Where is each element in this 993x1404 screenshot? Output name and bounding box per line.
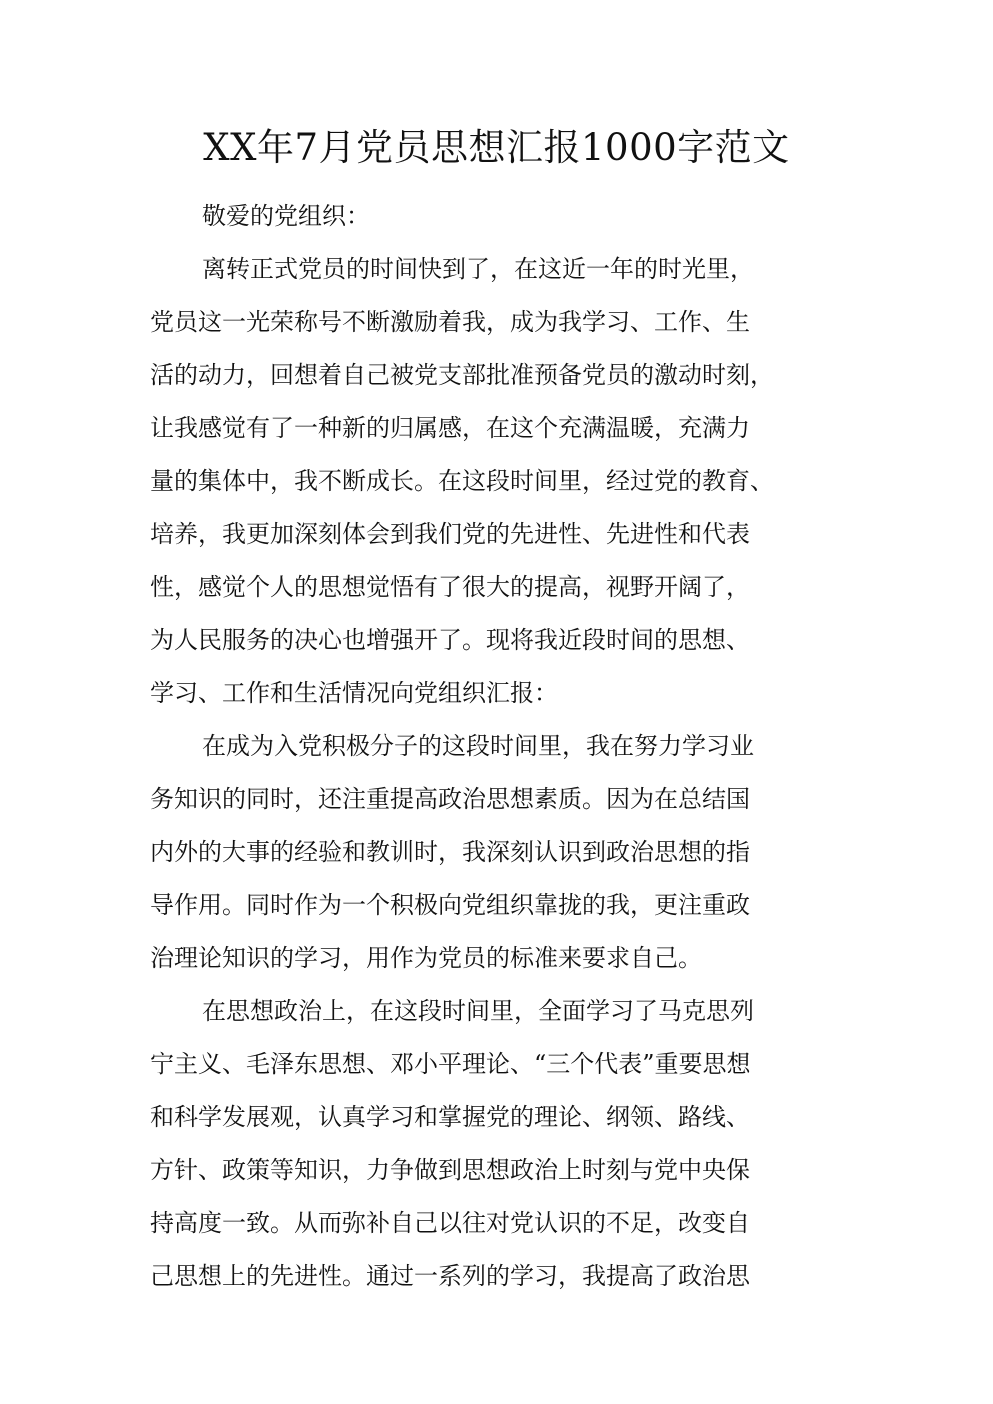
text-line: 务知识的同时，还注重提高政治思想素质。因为在总结国	[150, 785, 750, 813]
text-line: 在成为入党积极分子的这段时间里，我在努力学习业	[202, 732, 754, 760]
text-line: 在思想政治上，在这段时间里，全面学习了马克思列	[202, 997, 754, 1025]
text-line: 导作用。同时作为一个积极向党组织靠拢的我，更注重政	[150, 891, 750, 919]
document-body	[150, 190, 850, 1303]
text-line: 治理论知识的学习，用作为党员的标准来要求自己。	[150, 944, 702, 972]
text-line: 活的动力，回想着自己被党支部批准预备党员的激动时刻，	[150, 361, 774, 389]
text-line: 敬爱的党组织：	[202, 202, 370, 230]
document-title: XX年7月党员思想汇报1000字范文	[203, 126, 790, 169]
text-line: 党员这一光荣称号不断激励着我，成为我学习、工作、生	[150, 308, 750, 336]
text-line: 量的集体中，我不断成长。在这段时间里，经过党的教育、	[150, 467, 774, 495]
text-line: 和科学发展观，认真学习和掌握党的理论、纲领、路线、	[150, 1103, 750, 1131]
text-line: 宁主义、毛泽东思想、邓小平理论、“三个代表”重要思想	[150, 1050, 751, 1078]
text-line: 培养，我更加深刻体会到我们党的先进性、先进性和代表	[150, 520, 750, 548]
text-line: 为人民服务的决心也增强开了。现将我近段时间的思想、	[150, 626, 750, 654]
text-line: 学习、工作和生活情况向党组织汇报：	[150, 679, 558, 707]
text-line: 己思想上的先进性。通过一系列的学习，我提高了政治思	[150, 1262, 750, 1290]
text-line: 内外的大事的经验和教训时，我深刻认识到政治思想的指	[150, 838, 750, 866]
text-line: 持高度一致。从而弥补自己以往对党认识的不足，改变自	[150, 1209, 750, 1237]
text-line: 性，感觉个人的思想觉悟有了很大的提高，视野开阔了，	[150, 573, 750, 601]
text-line: 离转正式党员的时间快到了，在这近一年的时光里，	[202, 255, 754, 283]
text-line: 让我感觉有了一种新的归属感，在这个充满温暖，充满力	[150, 414, 750, 442]
text-line: 方针、政策等知识，力争做到思想政治上时刻与党中央保	[150, 1156, 750, 1184]
